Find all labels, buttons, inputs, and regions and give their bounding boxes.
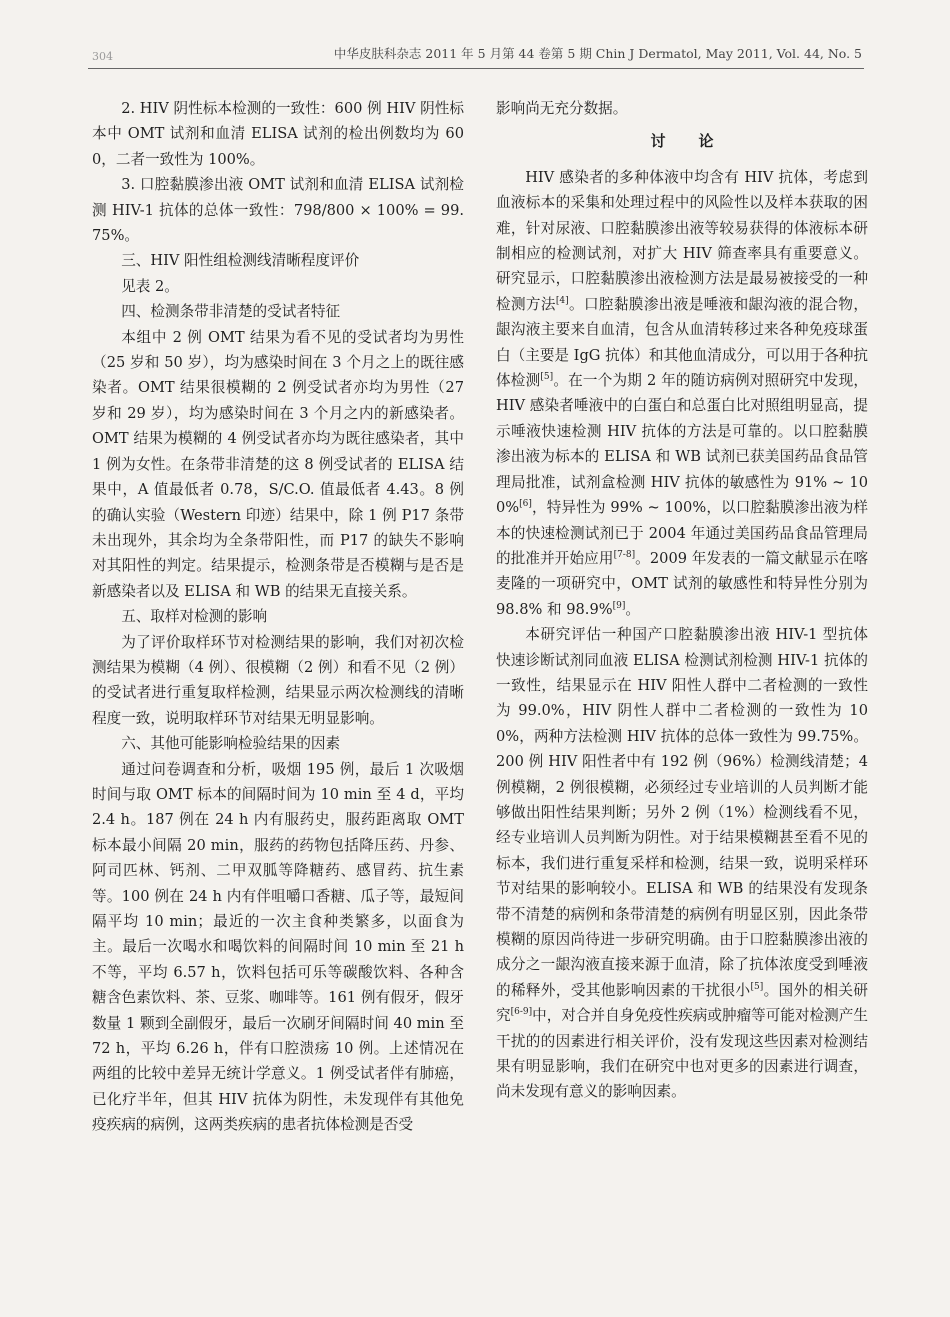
- citation: [5]: [750, 981, 764, 992]
- text-run: 本研究评估一种国产口腔黏膜渗出液 HIV-1 型抗体快速诊断试剂同血液 ELISA 检测试剂检测 HIV-1 抗体的一致性，结果显示在 HIV 阳性人群中二者检测的一致性为 99.0%，HIV 阴性人群中二者检测的一致性为 100%，两种方法检测 HIV 抗体的总体一致性为 99.75%。200 例 HIV 阳性者中有 192 例（96%）检测线清楚；4 例模糊，2 例很模糊，必须经过专业培训的人员判断才能够做出阳性结果判断；另外 2 例（1%）检测线看不见，经专业培训人员判断为阴性。对于结果模糊甚至看不见的标本，我们进行重复采样和检测，结果一致，说明采样环节对结果的影响较小。ELISA 和 WB 的结果没有发现条带不清楚的病例和条带清楚的病例有明显区别，因此条带模糊的原因尚待进一步研究明确。由于口腔黏膜渗出液的成分之一龈沟液直接来源于血清，除了抗体浓度受到唾液的稀释外，受其他影响因素的干扰很小: [496, 626, 868, 999]
- citation: [6-9]: [510, 1007, 533, 1018]
- section-heading-5: 五、取样对检测的影响: [121, 608, 268, 626]
- citation: [9]: [612, 600, 626, 611]
- paragraph: 见表 2。: [121, 277, 179, 295]
- discussion-heading: 讨论: [650, 132, 747, 151]
- section-heading-3: 三、HIV 阳性组检测线清晰程度评价: [121, 252, 360, 270]
- text-run: 。国外的相关研究: [496, 981, 868, 1025]
- discussion-paragraph-1: [496, 165, 868, 622]
- text-run: 中，对合并自身免疫性疾病或肿瘤等可能对检测产生干扰的的因素进行相关评价，没有发现这些因素对检测结果有明显影响，我们在研究中也对更多的因素进行调查，尚未发现有意义的影响因素。: [496, 1007, 868, 1101]
- result-item-3: 3. 口腔黏膜渗出液 OMT 试剂和血清 ELISA 试剂检测 HIV-1 抗体的总体一致性：798/800 × 100% = 99.75%。: [92, 176, 464, 245]
- discussion-paragraph-2: [496, 622, 868, 1105]
- text-run: 。在一个为期 2 年的随访病例对照研究中发现，HIV 感染者唾液中的白蛋白和总蛋白比对照组明显高，提示唾液快速检测 HIV 抗体的方法是可靠的。以口腔黏膜渗出液为标本的 ELISA 和 WB 试剂已获美国药品食品管理局批准，试剂盒检测 HIV 抗体的敏感性为 91% ~ 100%: [496, 372, 868, 517]
- section-heading-6: 六、其他可能影响检验结果的因素: [121, 735, 341, 753]
- page-number: 304: [92, 50, 113, 63]
- citation: [6]: [519, 499, 532, 510]
- paragraph: 为了评价取样环节对检测结果的影响，我们对初次检测结果为模糊（4 例）、很模糊（2 例）和看不见（2 例）的受试者进行重复取样检测，结果显示两次检测线的清晰程度一致，说明取样环节对结果无明显影响。: [92, 633, 464, 727]
- citation: [4]: [555, 295, 569, 306]
- right-column: [496, 96, 868, 1105]
- running-header: 中华皮肤科杂志 2011 年 5 月第 44 卷第 5 期 Chin J Dermatol, May 2011, Vol. 44, No. 5: [333, 46, 862, 61]
- result-item-2: 2. HIV 阴性标本检测的一致性：600 例 HIV 阴性标本中 OMT 试剂和血清 ELISA 试剂的检出例数均为 600，二者一致性为 100%。: [92, 100, 464, 168]
- paragraph: 本组中 2 例 OMT 结果为看不见的受试者均为男性（25 岁和 50 岁），均为感染时间在 3 个月之上的既往感染者。OMT 结果很模糊的 2 例受试者亦均为男性（27 岁和 29 岁），均为感染时间在 3 个月之内的新感染者。OMT 结果为模糊的 4 例受试者亦均为既往感染者，其中 1 例为女性。在条带非清楚的这 8 例受试者的 ELISA 结果中，A 值最低者 0.78，S/C.O. 值最低者 4.43。8 例的确认实验（Western 印迹）结果中，除 1 例 P17 条带未出现外，其余均为全条带阳性，而 P17 的缺失不影响对其阳性的判定。结果提示，检测条带是否模糊与是否是新感染者以及 ELISA 和 WB 的结果无直接关系。: [92, 328, 464, 600]
- text-run: 。2009 年发表的一篇文献显示在喀麦隆的一项研究中，OMT 试剂的敏感性和特异性分别为 98.8% 和 98.9%: [496, 549, 868, 618]
- text-run: ，特异性为 99% ~ 100%，以口腔黏膜渗出液为样本的快速检测试剂已于 2004 年通过美国药品食品管理局的批准并开始应用: [496, 499, 868, 567]
- text-run: HIV 感染者的多种体液中均含有 HIV 抗体，考虑到血液标本的采集和处理过程中的风险性以及样本获取的困难，针对尿液、口腔黏膜渗出液等较易获得的体液标本研制相应的检测试剂，对扩大 HIV 筛查率具有重要意义。研究显示，口腔黏膜渗出液检测方法是最易被接受的一种检测方法: [496, 168, 868, 313]
- header-rule: [88, 68, 864, 69]
- citation: [7-8]: [613, 550, 636, 561]
- text-run: 。: [625, 600, 640, 618]
- citation: [5]: [540, 372, 554, 383]
- text-run: 。口腔黏膜渗出液是唾液和龈沟液的混合物，龈沟液主要来自血清，包含从血清转移过来各种免疫球蛋白（主要是 IgG 抗体）和其他血清成分，可以用于各种抗体检测: [496, 295, 868, 390]
- paragraph: 通过问卷调查和分析，吸烟 195 例，最后 1 次吸烟时间与取 OMT 标本的间隔时间为 10 min 至 4 d，平均 2.4 h。187 例在 24 h 内有服药史，服药距离取 OMT 标本最小间隔 20 min，服药的药物包括降压药、丹参、阿司匹林、钙剂、二甲双胍等降糖药、感冒药、抗生素等。100 例在 24 h 内有伴咀嚼口香糖、瓜子等，最短间隔平均 10 min；最近的一次主食种类繁多，以面食为主。最后一次喝水和喝饮料的间隔时间 10 min 至 21 h 不等，平均 6.57 h，饮料包括可乐等碳酸饮料、各种含糖含色素饮料、茶、豆浆、咖啡等。161 例有假牙，假牙数量 1 颗到全副假牙，最后一次刷牙间隔时间 40 min 至 72 h，平均 6.26 h，伴有口腔溃疡 10 例。上述情况在两组的比较中差异无统计学意义。1 例受试者伴有肺癌，已化疗半年，但其 HIV 抗体为阴性，未发现伴有其他免疫疾病的病例，这两类疾病的患者抗体检测是否受: [92, 760, 464, 1134]
- section-heading-4: 四、检测条带非清楚的受试者特征: [121, 303, 341, 321]
- continuation-text: 影响尚无充分数据。: [496, 100, 628, 117]
- left-column: [92, 96, 464, 1138]
